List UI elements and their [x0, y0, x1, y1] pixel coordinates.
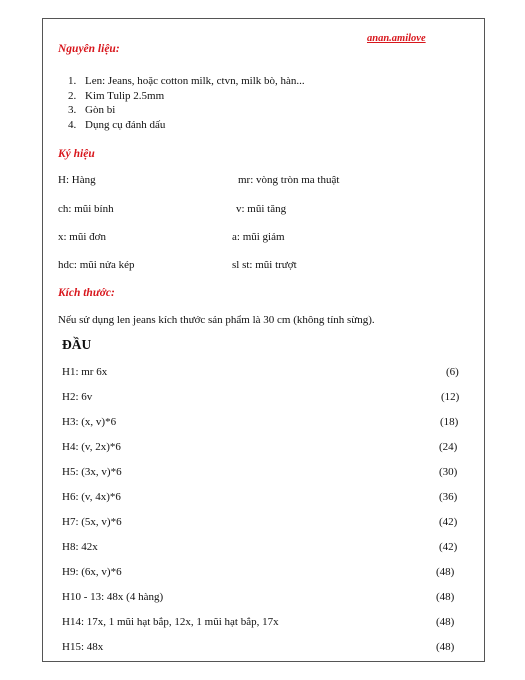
table-row: H15: 48x (48) [62, 641, 455, 653]
table-row: H1: mr 6x (6) [62, 366, 459, 378]
table-row: H10 - 13: 48x (4 hàng) (48) [62, 591, 455, 603]
list-item: 1. Len: Jeans, hoặc cotton milk, ctvn, milk bò, hàn... [68, 75, 305, 87]
symbol-item: v: mũi tăng [236, 203, 287, 215]
table-row: H8: 42x (42) [62, 541, 458, 553]
table-row: H9: (6x, v)*6 (48) [62, 566, 455, 578]
table-row: H5: (3x, v)*6 (30) [62, 466, 458, 478]
symbol-item: H: Hàng [58, 174, 96, 186]
size-text: Nếu sử dụng len jeans kích thước sản phẩm là 30 cm (không tính sừng). [58, 314, 375, 326]
list-item: 3. Gòn bi [68, 104, 116, 117]
symbol-item: mr: vòng tròn ma thuật [238, 174, 340, 186]
materials-list [68, 74, 305, 132]
table-row: H7: (5x, v)*6 (42) [62, 516, 458, 528]
table-row: H6: (v, 4x)*6 (36) [62, 491, 458, 503]
brand-name: anan.amilove [367, 33, 426, 44]
list-item: 2. Kim Tulip 2.5mm [68, 89, 165, 102]
size-heading: Kích thước: [58, 287, 115, 299]
table-row: H2: 6v (12) [62, 391, 460, 403]
list-item: 4. Dụng cụ đánh dấu [68, 118, 166, 131]
symbol-item: hdc: mũi nửa kép [58, 259, 135, 271]
symbols-heading: Ký hiệu [58, 148, 95, 160]
symbol-item: x: mũi đơn [58, 231, 106, 243]
materials-heading: Nguyên liệu: [58, 43, 120, 55]
table-row: H14: 17x, 1 mũi hạt bắp, 12x, 1 mũi hạt bắp, 17x (48) [62, 616, 455, 628]
symbol-item: ch: mũi bính [58, 203, 114, 215]
table-row: H4: (v, 2x)*6 (24) [62, 441, 458, 453]
table-row: H3: (x, v)*6 (18) [62, 416, 459, 428]
symbol-item: a: mũi giảm [232, 231, 285, 243]
section-title-head: ĐẦU [62, 337, 92, 352]
symbol-item: sl st: mũi trượt [232, 259, 297, 271]
